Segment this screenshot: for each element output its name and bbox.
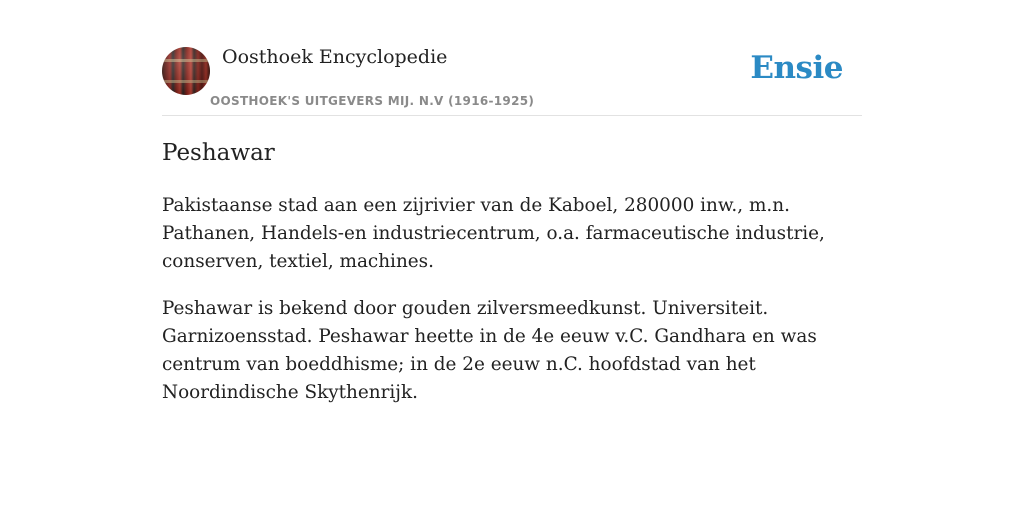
book-spines-icon[interactable]	[162, 47, 210, 95]
source-title[interactable]: Oosthoek Encyclopedie	[222, 46, 448, 68]
publisher-label: OOSTHOEK'S UITGEVERS MIJ. N.V (1916-1925)	[210, 94, 535, 108]
entry-paragraph: Peshawar is bekend door gouden zilversmeedkunst. Universiteit. Garnizoensstad. Peshawar heette in de 4e eeuw v.C. Gandhara en was centrum van boeddhisme; in de 2e eeuw n.C. hoofdstad van het Noordindische Skythenrijk.	[162, 298, 817, 403]
ensie-logo[interactable]: Ensie	[750, 50, 843, 86]
entry-card	[162, 0, 862, 403]
entry-title: Peshawar	[162, 140, 275, 166]
entry-paragraph: Pakistaanse stad aan een zijrivier van de Kaboel, 280000 inw., m.n. Pathanen, Handels-en industriecentrum, o.a. farmaceutische industrie, conserven, textiel, machines.	[162, 195, 825, 272]
source-header	[162, 0, 862, 116]
